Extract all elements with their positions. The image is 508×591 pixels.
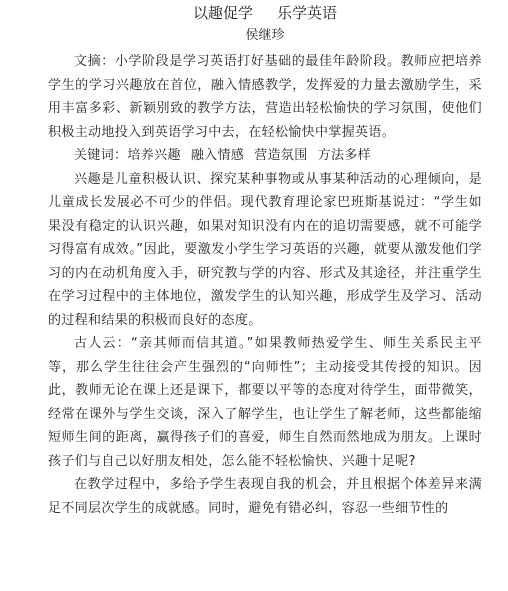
title-part-1: 以趣促学	[192, 4, 253, 22]
body-paragraph-3: 在教学过程中，多给予学生表现自我的机会，并且根据个体差异来满足不同层次学生的成就感。同时，避免有错必纠，容忍一些细节性的	[48, 477, 482, 516]
title-part-2: 乐学英语	[277, 4, 338, 22]
abstract-paragraph	[48, 50, 482, 144]
keyword-item: 方法多样	[317, 148, 372, 163]
abstract-label: 文摘：	[74, 54, 115, 69]
keywords-line	[48, 144, 482, 168]
keyword-item: 培养兴趣	[127, 148, 181, 163]
keyword-item: 融入情感	[190, 148, 245, 163]
body-paragraph-1: 兴趣是儿童积极认识、探究某种事物或从事某种活动的心理倾向，是儿童成长发展必不可少的伴侣。现代教育理论家巴班斯基说过：“学生如果没有稳定的认识兴趣，如果对知识没有内在的追切需要感，就不可能学习得富有成效。”因此，要激发小学生学习英语的兴趣，就要从激发他们学习的内在动机角度入手，研究教与学的内容、形式及其途径，并注重学生在学习过程中的主体地位，激发学生的认知兴趣，形成学生及学习、活动的过程和结果的积极而良好的态度。	[48, 171, 482, 328]
body-paragraph-2: 古人云：“亲其师而信其道。”如果教师热爱学生、师生关系民主平等，那么学生往往会产生强烈的“向师性”；主动接受其传授的知识。因此，教师无论在课上还是课下，都要以平等的态度对待学生，面带微笑，经常在课外与学生交谈，深入了解学生，也让学生了解老师，这些都能缩短师生间的距离，赢得孩子们的喜爱，师生自然而然地成为朋友。上课时孩子们与自己以好朋友相处，怎么能不轻松愉快、兴趣十足呢?	[48, 336, 482, 469]
abstract-text: 小学阶段是学习英语打好基础的最佳年龄阶段。教师应把培养学生的学习兴趣放在首位，融入情感教学，发挥爱的力量去激励学生，采用丰富多彩、新颖别致的教学方法，营造出轻松愉快的学习氛围，使他们积极主动地投入到英语学习中去，在轻松愉快中掌握英语。	[48, 54, 482, 140]
article-title	[48, 3, 482, 25]
keyword-item: 营造氛围	[254, 148, 308, 163]
author-name: 侯继珍	[245, 28, 285, 43]
keywords-label: 关键词：	[74, 148, 128, 163]
